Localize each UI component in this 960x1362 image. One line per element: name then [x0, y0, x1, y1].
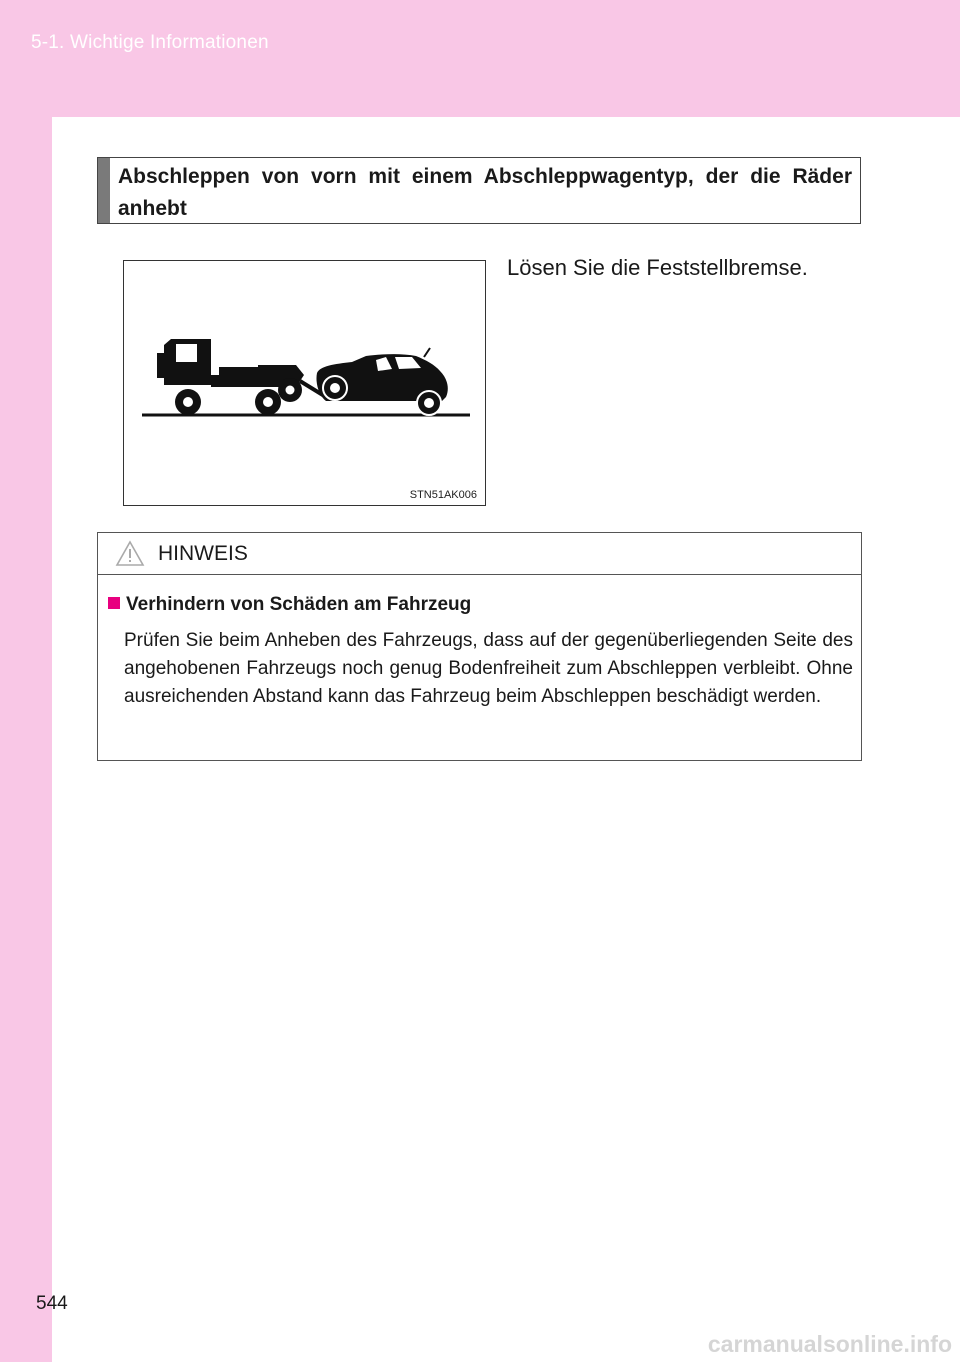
towing-illustration [123, 260, 486, 506]
notice-box [97, 532, 862, 761]
header-band [0, 0, 960, 117]
figure-code: STN51AK006 [409, 489, 477, 501]
notice-body: Prüfen Sie beim Anheben des Fahrzeugs, dass auf der gegenüberliegenden Seite des angehobenen Fahrzeugs noch genug Bodenfreiheit zum Abschleppen verbleibt. Ohne ausreichenden Abstand kann das Fahrzeug beim Abschleppen beschädigt werden. [124, 630, 853, 707]
notice-heading [108, 594, 471, 616]
notice-header [98, 533, 861, 575]
towed-car-icon [316, 348, 447, 415]
section-title: Abschleppen von vorn mit einem Abschleppwagentyp, der die Räder anhebt [118, 165, 852, 220]
section-label: 5-1. Wichtige Informationen [31, 32, 269, 53]
section-header [97, 157, 861, 224]
page-number: 544 [36, 1293, 68, 1314]
notice-heading-text: Verhindern von Schäden am Fahrzeug [126, 594, 472, 615]
tow-illustration-graphic [124, 261, 485, 505]
section-header-bar [98, 158, 110, 223]
watermark: carmanualsonline.info [707, 1331, 952, 1357]
side-band [0, 117, 52, 1362]
tow-truck-icon [157, 339, 334, 415]
warning-triangle-icon [115, 540, 145, 567]
notice-label: HINWEIS [158, 542, 248, 565]
instruction-text: Lösen Sie die Feststellbremse. [507, 255, 808, 280]
bullet-square-icon [108, 597, 120, 609]
